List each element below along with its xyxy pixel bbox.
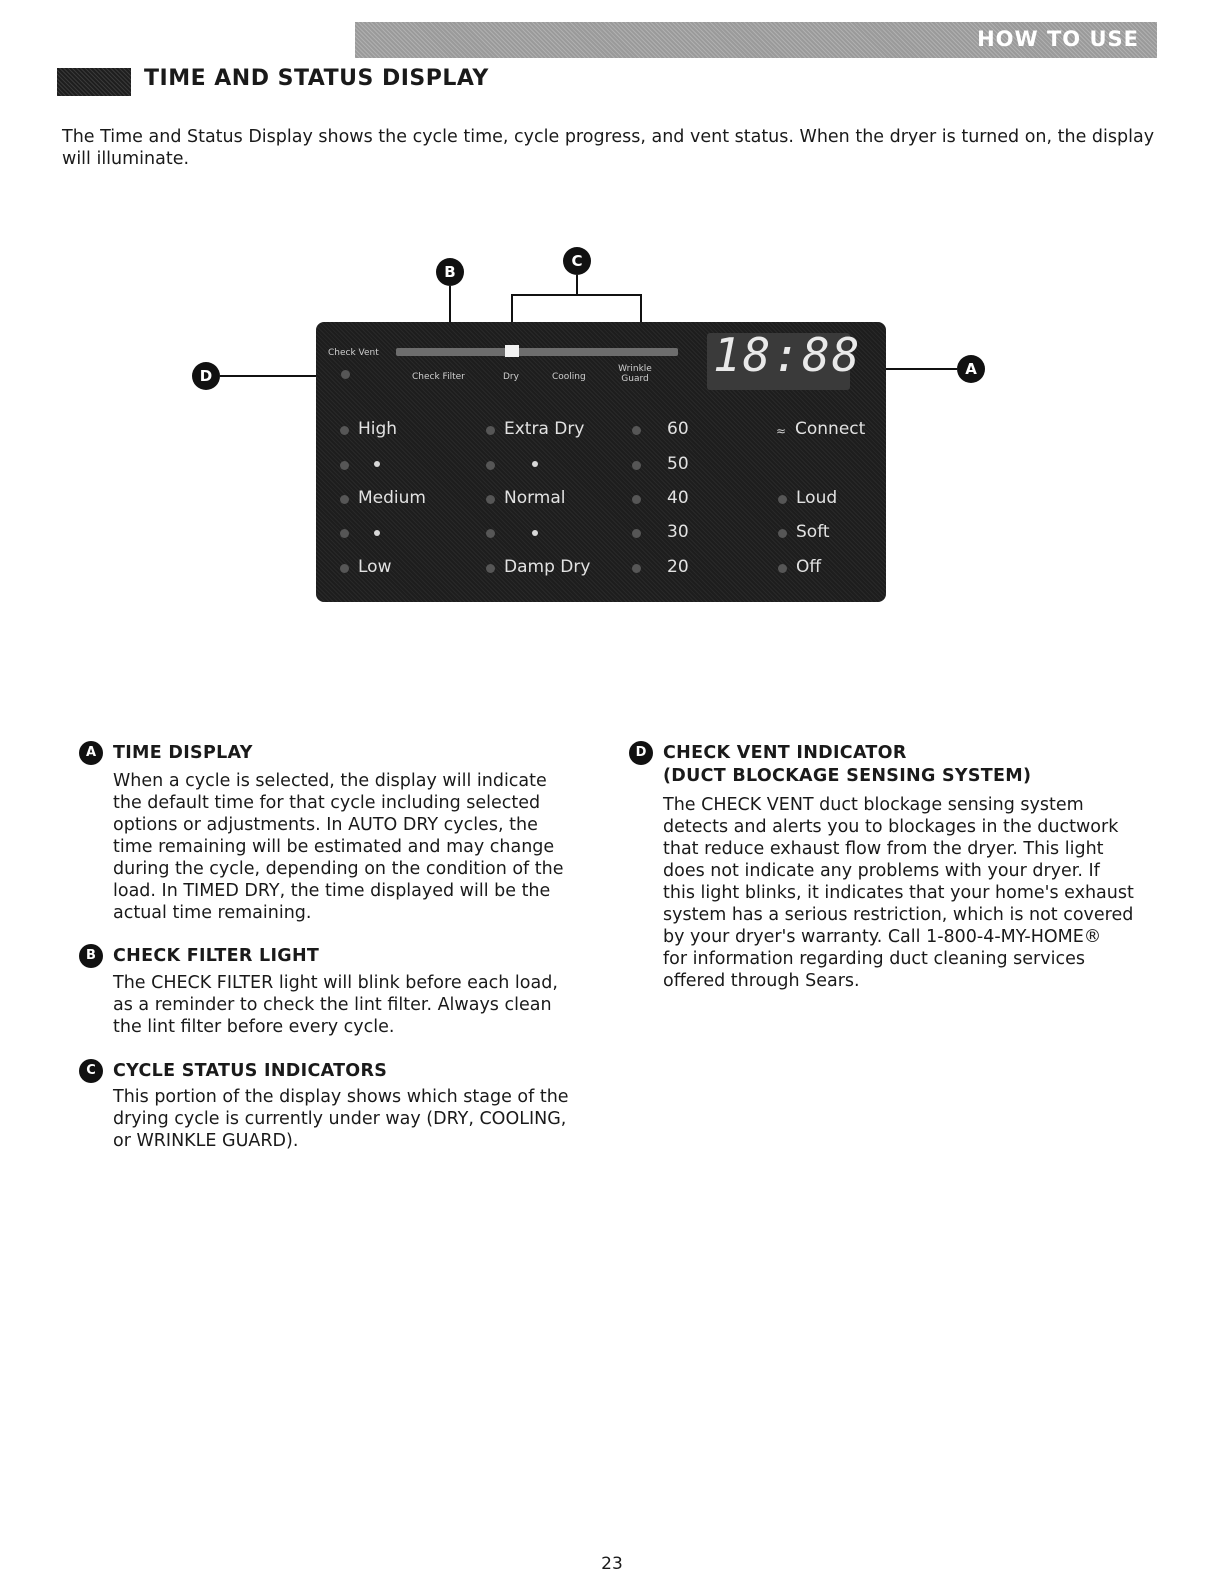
dry-damp-led xyxy=(486,564,495,573)
how-to-use-banner xyxy=(355,22,1157,58)
dry-led xyxy=(486,461,495,470)
item-b-badge: B xyxy=(79,944,103,968)
min-60-led xyxy=(632,426,641,435)
min-30: 30 xyxy=(667,522,689,542)
check-vent-led xyxy=(341,370,350,379)
progress-active-marker xyxy=(505,345,519,357)
cycle-progress-bar xyxy=(396,348,678,356)
callout-c: C xyxy=(563,247,591,275)
dry-step-dot xyxy=(532,461,538,467)
status-check-filter: Check Filter xyxy=(412,372,465,382)
page-number: 23 xyxy=(601,1554,623,1574)
volume-loud: Loud xyxy=(796,488,838,508)
temp-medium: Medium xyxy=(358,488,426,508)
volume-soft: Soft xyxy=(796,522,830,542)
callout-c-bracket-left xyxy=(511,294,513,322)
dry-extra-led xyxy=(486,426,495,435)
item-a-badge: A xyxy=(79,741,103,765)
temp-led xyxy=(340,529,349,538)
temp-led xyxy=(340,461,349,470)
item-d-title: CHECK VENT INDICATOR xyxy=(663,743,907,763)
callout-b: B xyxy=(436,258,464,286)
min-20-led xyxy=(632,564,641,573)
temp-low: Low xyxy=(358,557,392,577)
item-a-body: When a cycle is selected, the display will indicate the default time for that cycle including selected options or adjustments. In AUTO DRY cycles, the time remaining will be estimated and may change during the cycle, depending on the condition of the load. In TIMED DRY, the time displayed will be the actual time remaining. xyxy=(113,771,564,923)
callout-b-line xyxy=(449,286,451,322)
volume-soft-led xyxy=(778,529,787,538)
section-title: TIME AND STATUS DISPLAY xyxy=(144,66,489,91)
callout-a: A xyxy=(957,355,985,383)
item-c-title: CYCLE STATUS INDICATORS xyxy=(113,1061,388,1081)
item-c-badge: C xyxy=(79,1059,103,1083)
callout-c-bracket xyxy=(511,294,642,296)
dry-normal-led xyxy=(486,495,495,504)
intro-paragraph: The Time and Status Display shows the cycle time, cycle progress, and vent status. When the dryer is turned on, the display will illuminate. xyxy=(62,127,1155,169)
temp-low-led xyxy=(340,564,349,573)
temp-high: High xyxy=(358,419,398,439)
dry-led xyxy=(486,529,495,538)
dry-extra: Extra Dry xyxy=(504,419,585,439)
callout-c-bracket-right xyxy=(640,294,642,322)
min-20: 20 xyxy=(667,557,689,577)
item-c-body: This portion of the display shows which stage of the drying cycle is currently under way (DRY, COOLING, or WRINKLE GUARD). xyxy=(113,1087,569,1151)
status-wrinkle-guard: Wrinkle Guard xyxy=(618,364,652,384)
item-d-body: The CHECK VENT duct blockage sensing system detects and alerts you to blockages in the ductwork that reduce exhaust flow from the dryer. This light does not indicate any problems with your dryer. If this light blinks, it indicates that your home's exhaust system has a serious restriction, which is not covered by your dryer's warranty. Call 1-800-4-MY-HOME® for information regarding duct cleaning services offered through Sears. xyxy=(663,795,1134,991)
item-b-body: The CHECK FILTER light will blink before each load, as a reminder to check the lint filter. Always clean the lint filter before every cycle. xyxy=(113,973,558,1037)
dry-damp: Damp Dry xyxy=(504,557,591,577)
volume-off: Off xyxy=(796,557,822,577)
min-50-led xyxy=(632,461,641,470)
connect-label: Connect xyxy=(795,419,866,439)
temp-step-dot xyxy=(374,530,380,536)
item-d-badge: D xyxy=(629,741,653,765)
item-a-title: TIME DISPLAY xyxy=(113,743,253,763)
item-d-subtitle: (DUCT BLOCKAGE SENSING SYSTEM) xyxy=(663,766,1032,786)
check-vent-label: Check Vent xyxy=(328,348,379,358)
temp-high-led xyxy=(340,426,349,435)
min-40: 40 xyxy=(667,488,689,508)
callout-d-line xyxy=(220,375,316,377)
time-display-digits: 18:88 xyxy=(713,328,862,382)
min-40-led xyxy=(632,495,641,504)
volume-loud-led xyxy=(778,495,787,504)
status-dry: Dry xyxy=(503,372,519,382)
item-b-title: CHECK FILTER LIGHT xyxy=(113,946,320,966)
temp-step-dot xyxy=(374,461,380,467)
callout-a-line xyxy=(886,368,957,370)
banner-label: HOW TO USE xyxy=(977,27,1139,51)
volume-off-led xyxy=(778,564,787,573)
temp-medium-led xyxy=(340,495,349,504)
dry-normal: Normal xyxy=(504,488,566,508)
section-marker xyxy=(57,68,131,96)
callout-d: D xyxy=(192,362,220,390)
min-30-led xyxy=(632,529,641,538)
wifi-icon: ≈ xyxy=(776,424,787,438)
min-60: 60 xyxy=(667,419,689,439)
dry-step-dot xyxy=(532,530,538,536)
min-50: 50 xyxy=(667,454,689,474)
status-cooling: Cooling xyxy=(552,372,586,382)
callout-c-stem xyxy=(576,275,578,295)
